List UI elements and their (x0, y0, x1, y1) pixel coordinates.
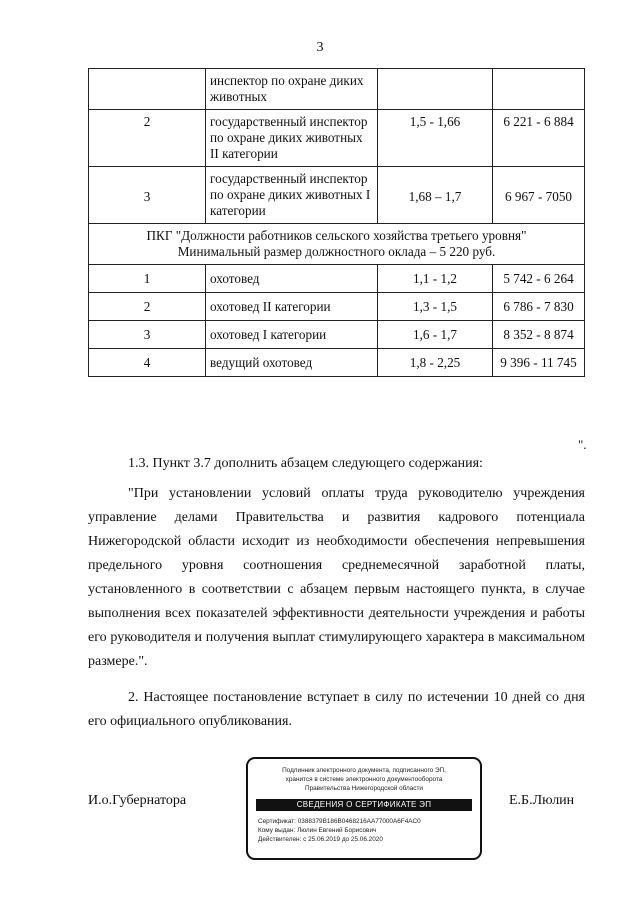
position-title: государственный инспектор по охране диких животных II категории (206, 110, 378, 167)
position-title: охотовед (206, 265, 378, 293)
stamp-banner: СВЕДЕНИЯ О СЕРТИФИКАТЕ ЭП (256, 799, 472, 811)
group-header-min-salary: Минимальный размер должностного оклада – 5 220 руб. (177, 244, 496, 259)
certificate-validity: Действителен: с 25.06.2019 до 25.06.2020 (258, 836, 383, 843)
salary-range: 5 742 - 6 264 (493, 265, 585, 293)
row-number: 4 (89, 349, 206, 377)
row-number: 2 (89, 110, 206, 167)
coefficient: 1,3 - 1,5 (378, 293, 493, 321)
position-title: охотовед I категории (206, 321, 378, 349)
signer-position: И.о.Губернатора (88, 793, 187, 808)
stamp-notice-line: хранится в системе электронного документооборота (285, 776, 443, 783)
group-header-title: ПКГ "Должности работников сельского хозяйства третьего уровня" (146, 228, 527, 243)
salary-range (493, 69, 585, 110)
table-closing-quote: ". (578, 437, 587, 452)
row-number: 3 (89, 167, 206, 224)
table-row (89, 349, 585, 377)
group-header-row (89, 224, 585, 265)
salary-range: 6 221 - 6 884 (493, 110, 585, 167)
table-row (89, 321, 585, 349)
group-header (89, 224, 585, 265)
signer-name: Е.Б.Люлин (509, 793, 575, 808)
salary-range: 6 967 - 7050 (493, 167, 585, 224)
coefficient: 1,8 - 2,25 (378, 349, 493, 377)
table-row (89, 69, 585, 110)
paragraph-effective-date: 2. Настоящее постановление вступает в силу по истечении 10 дней со дня его официального опубликования. (88, 690, 585, 729)
position-title: охотовед II категории (206, 293, 378, 321)
salary-range: 8 352 - 8 874 (493, 321, 585, 349)
table-row (89, 167, 585, 224)
paragraph-amendment-intro: 1.3. Пункт 3.7 дополнить абзацем следующего содержания: (128, 456, 483, 471)
stamp-notice-line: Правительства Нижегородской области (304, 785, 424, 792)
stamp-notice-line: Подлинник электронного документа, подписанного ЭП, (282, 767, 446, 774)
coefficient (378, 69, 493, 110)
stamp-notice (248, 766, 480, 793)
coefficient: 1,5 - 1,66 (378, 110, 493, 167)
salary-range: 6 786 - 7 830 (493, 293, 585, 321)
table-row (89, 265, 585, 293)
electronic-signature-stamp (246, 757, 482, 860)
coefficient: 1,6 - 1,7 (378, 321, 493, 349)
position-title: государственный инспектор по охране диких животных I категории (206, 167, 378, 224)
row-number: 3 (89, 321, 206, 349)
certificate-owner: Кому выдан: Люлин Евгений Борисович (258, 827, 377, 834)
row-number: 2 (89, 293, 206, 321)
table-row (89, 293, 585, 321)
row-number (89, 69, 206, 110)
certificate-serial: Сертификат: 0388379B186B0468216AA77000A6F4AC0 (258, 818, 421, 825)
table-row (89, 110, 585, 167)
coefficient: 1,68 – 1,7 (378, 167, 493, 224)
salary-table (88, 68, 585, 377)
row-number: 1 (89, 265, 206, 293)
paragraph-amendment-text: "При установлении условий оплаты труда руководителю учреждения управление делами Правительства и развития кадрового потенциала Нижегородской области исходит из необходимости обеспечения непревышения предельного уровня соотношения среднемесячной заработной платы, установленного в соответствии с абзацем первым настоящего пункта, в случае выполнения всех показателей эффективности деятельности учреждения и работы его руководителя и получения выплат стимулирующего характера в максимальном размере.". (88, 486, 585, 669)
stamp-certificate-details (258, 817, 480, 844)
coefficient: 1,1 - 1,2 (378, 265, 493, 293)
position-title: инспектор по охране диких животных (206, 69, 378, 110)
position-title: ведущий охотовед (206, 349, 378, 377)
page-number: 3 (316, 40, 324, 55)
salary-range: 9 396 - 11 745 (493, 349, 585, 377)
